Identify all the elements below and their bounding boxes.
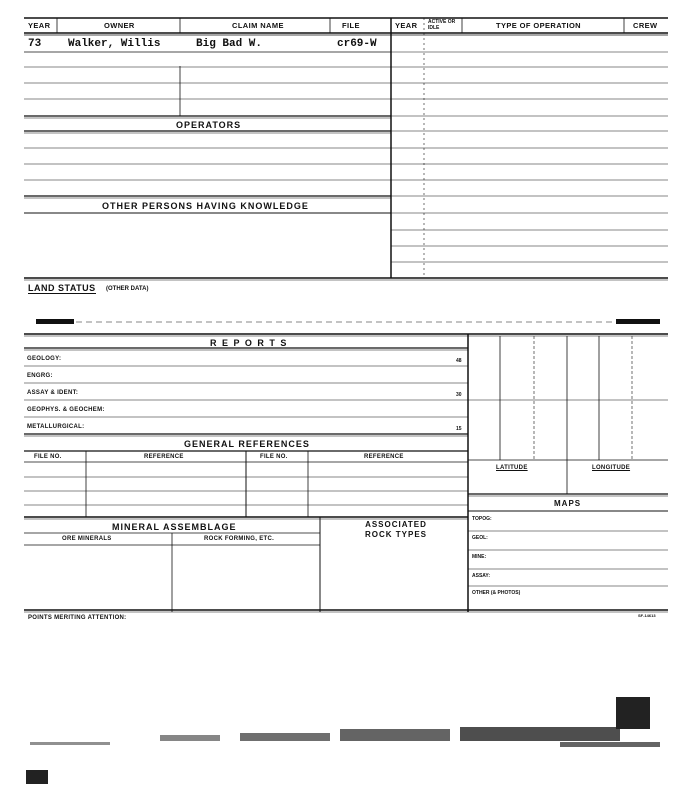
other-persons-title: OTHER PERSONS HAVING KNOWLEDGE [102, 201, 309, 211]
form-code: SF-14613 [638, 613, 656, 618]
map-mine-label: MINE: [472, 554, 487, 560]
operators-title: OPERATORS [176, 120, 242, 130]
report-num: 48 [456, 358, 462, 364]
reports-title: R E P O R T S [210, 338, 288, 348]
report-label: GEOPHYS. & GEOCHEM: [27, 407, 105, 413]
report-label: METALLURGICAL: [27, 424, 85, 430]
map-topog-label: TOPOG: [472, 516, 492, 522]
ref-reference-1: REFERENCE [144, 454, 184, 460]
longitude-label: LONGITUDE [592, 465, 631, 471]
type-of-operation-header: TYPE OF OPERATION [496, 21, 582, 30]
year-header: YEAR [28, 21, 51, 30]
owner-header: OWNER [104, 21, 135, 30]
land-status-title: LAND STATUS [28, 283, 96, 293]
maps-title: MAPS [554, 499, 582, 508]
report-label: GEOLOGY: [27, 356, 62, 362]
claim-name-header: CLAIM NAME [232, 21, 284, 30]
ref-reference-2: REFERENCE [364, 454, 404, 460]
ore-minerals-header: ORE MINERALS [62, 536, 112, 542]
entry-file: cr69-W [337, 38, 377, 50]
map-assay-label: ASSAY: [472, 573, 491, 579]
report-label: ASSAY & IDENT: [27, 390, 79, 396]
points-meriting-attention-label: POINTS MERITING ATTENTION: [28, 615, 127, 621]
year-header-2: YEAR [395, 21, 418, 30]
associated-rock-types-title: ASSOCIATED ROCK TYPES [364, 520, 427, 539]
report-num: 30 [456, 392, 462, 398]
land-status-note: (OTHER DATA) [106, 286, 149, 292]
crew-header: CREW [633, 21, 658, 30]
entry-claim-name: Big Bad W. [196, 38, 263, 50]
entry-owner: Walker, Willis [68, 38, 161, 50]
active-idle-header: ACTIVE OR IDLE [428, 19, 456, 31]
report-label: ENGRG: [27, 373, 53, 379]
ref-file-no-1: FILE NO. [34, 454, 62, 460]
latitude-label: LATITUDE [496, 465, 528, 471]
map-geol-label: GEOL: [472, 535, 488, 541]
rock-forming-header: ROCK FORMING, ETC. [204, 536, 275, 542]
report-num: 15 [456, 426, 462, 432]
entry-year: 73 [28, 38, 42, 50]
general-references-title: GENERAL REFERENCES [184, 439, 310, 449]
map-other-label: OTHER (& PHOTOS) [472, 590, 521, 596]
file-header: FILE [342, 21, 360, 30]
ref-file-no-2: FILE NO. [260, 454, 288, 460]
mineral-assemblage-title: MINERAL ASSEMBLAGE [112, 522, 237, 532]
